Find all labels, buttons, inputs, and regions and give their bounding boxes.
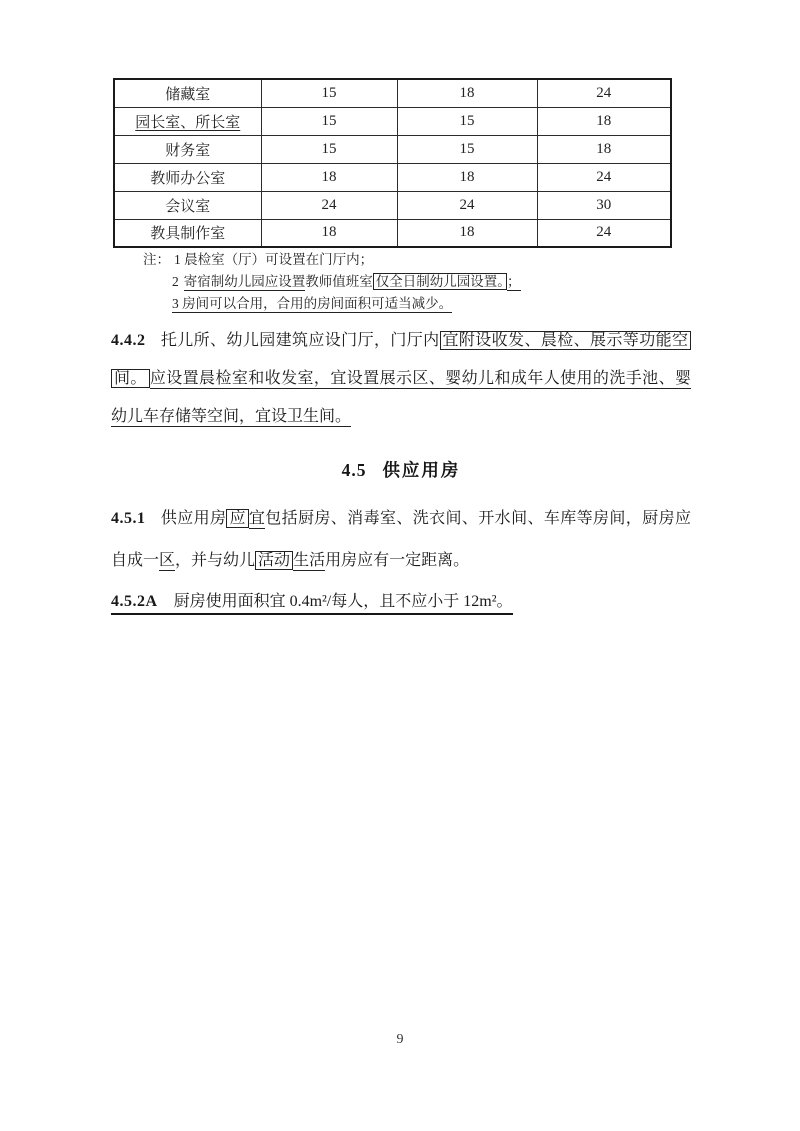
table-cell-room: 教具制作室 [114,219,261,247]
table-cell-value: 18 [261,163,397,191]
clause-text: 厨房使用面积宜 0.4m²/每人，且不应小于 12m²。 [173,593,513,610]
table-cell-value: 15 [261,79,397,107]
table-cell-value: 24 [537,219,671,247]
table-cell-value: 18 [397,79,537,107]
table-cell-value: 18 [537,135,671,163]
clause-lead-text: 供应用房 [160,510,227,527]
underlined-clause-line [111,593,513,615]
table-row [114,107,671,135]
clause-4-5-2a [111,589,691,615]
table-cell-value: 24 [397,191,537,219]
table-cell-room: 教师办公室 [114,163,261,191]
table-cell-value: 15 [261,107,397,135]
boxed-revision-text: 应 [226,509,248,528]
table-row [114,135,671,163]
clause-body-text: 用房应有一定距离。 [325,552,470,569]
clause-body-text: ，并与幼儿 [175,552,256,569]
clause-number: 4.4.2 [111,332,146,349]
note-1 [143,249,663,271]
clause-number: 4.5.2A [111,593,158,610]
note-2-number: 2 [172,274,179,289]
boxed-revision-text: 宜附设收发、晨检、展示等功能空间。 [111,331,691,388]
table-notes [143,249,663,315]
section-title: 供应用房 [382,460,461,480]
underlined-revision-text: 生活 [293,552,326,569]
clause-number: 4.5.1 [111,510,146,527]
room-area-table [113,78,670,248]
table-cell-value: 30 [537,191,671,219]
table-cell-value: 18 [537,107,671,135]
boxed-revision-text: 活动 [255,551,293,570]
table-row [114,219,671,247]
page-footer [0,1032,800,1048]
clause-body-text: 包括厨房、消毒室、洗衣间、开水间、车库等房间，厨房应自成一 [111,510,691,569]
table-row [114,163,671,191]
table-cell-value: 18 [397,163,537,191]
table-cell-room: 储藏室 [114,79,261,107]
table-cell-value: 18 [397,219,537,247]
note-2-tail: ； [507,274,521,289]
clause-lead-text: 托儿所、幼儿园建筑应设门厅，门厅内 [160,332,440,349]
note-2 [143,271,663,293]
note-2-boxed-insertion: 仅全日制幼儿园设置。 [373,273,507,290]
page-number: 9 [396,1032,404,1047]
note-2-underlined-text: 寄宿制幼儿园应设置 [183,274,306,289]
table-cell-value: 15 [397,135,537,163]
note-1-text: 1 晨检室（厅）可设置在门厅内； [174,252,374,267]
clause-4-5-1 [111,498,691,582]
table-cell-value: 24 [261,191,397,219]
note-3 [143,293,663,315]
table-cell-value: 24 [537,79,671,107]
underlined-revision-text: 应设置晨检室和收发室，宜设置展示区、婴幼儿和成年人使用的洗手池、婴幼儿车存储等空间，宜设卫生间。 [111,370,691,425]
table-cell-value: 15 [261,135,397,163]
underlined-revision-text: 宜 [248,510,266,527]
table-cell-room: 园长室、所长室 [114,107,261,135]
table-cell-value: 24 [537,163,671,191]
table-cell-value: 15 [397,107,537,135]
note-2-plain-text: 教师值班室 [305,274,373,289]
table-cell-room: 财务室 [114,135,261,163]
section-heading-4-5 [111,455,691,485]
note-3-text: 3 房间可以合用，合用的房间面积可适当减少。 [172,296,453,311]
table-row [114,191,671,219]
clause-4-4-2 [111,322,691,436]
section-number: 4.5 [341,460,367,480]
underlined-revision-text: 区 [159,552,176,569]
note-label: 注： [143,252,170,267]
table-cell-room: 会议室 [114,191,261,219]
table-cell-value: 18 [261,219,397,247]
table-row [114,79,671,107]
